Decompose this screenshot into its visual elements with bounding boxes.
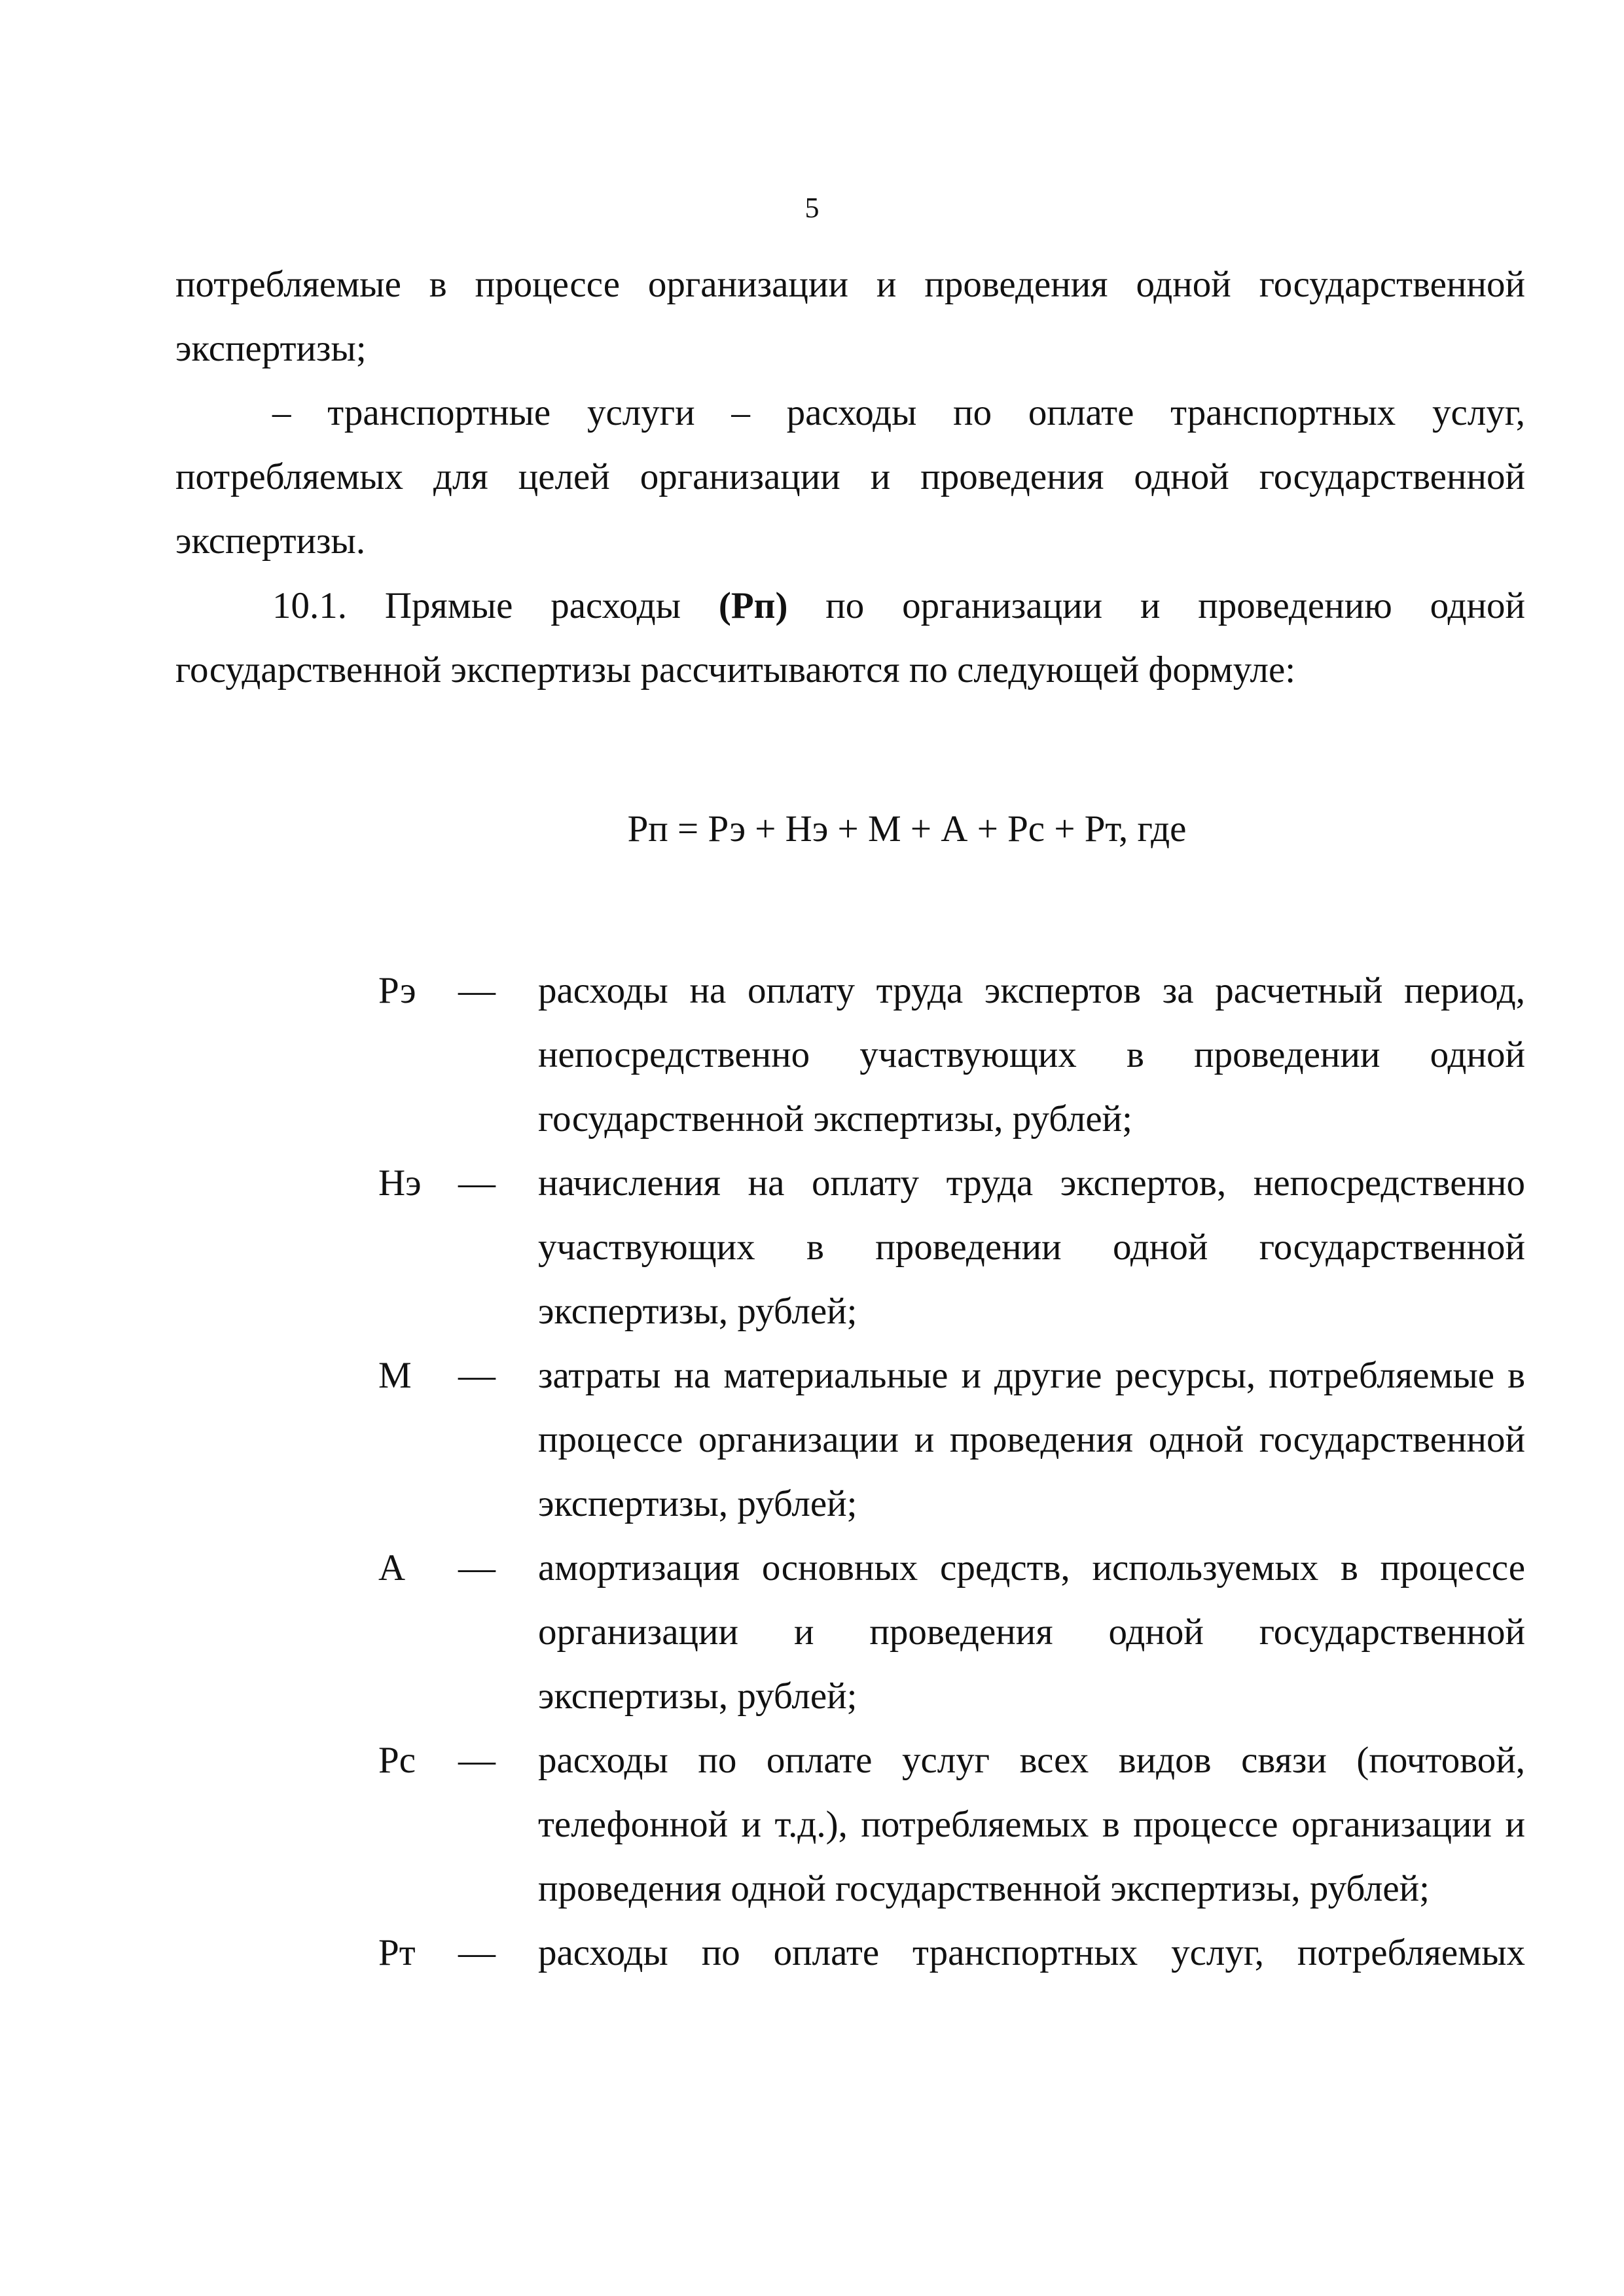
paragraph-direct-costs-prefix: 10.1. Прямые расходы — [272, 585, 719, 626]
legend-dash: — — [458, 1740, 496, 1781]
legend-dash: — — [458, 1547, 496, 1588]
direct-costs-symbol: (Рп) — [718, 585, 788, 626]
legend-description: расходы по оплате транспортных услуг, потребляемых — [538, 1932, 1525, 1973]
legend-description: амортизация основных средств, используемых в процессе организации и проведения одной государственной экспертизы, рублей; — [538, 1547, 1525, 1717]
formula: Рп = Рэ + Нэ + М + А + Рс + Рт, где — [627, 808, 1187, 850]
legend-symbol: Рс — [378, 1740, 416, 1781]
legend-symbol: Нэ — [378, 1162, 422, 1204]
legend-description: расходы на оплату труда экспертов за расчетный период, непосредственно участвующих в проведении одной государственной экспертизы, рублей; — [538, 970, 1525, 1139]
page-number: 5 — [804, 192, 820, 224]
legend-description: затраты на материальные и другие ресурсы, потребляемые в процессе организации и проведения одной государственной экспертизы, рублей; — [538, 1355, 1525, 1524]
legend-dash: — — [458, 970, 496, 1011]
legend-symbol: А — [378, 1547, 406, 1588]
paragraph-direct-costs — [175, 574, 1525, 702]
legend-symbol: Рэ — [378, 970, 416, 1011]
legend-dash: — — [458, 1162, 496, 1204]
legend-description: начисления на оплату труда экспертов, непосредственно участвующих в проведении одной государственной экспертизы, рублей; — [538, 1162, 1525, 1332]
legend-dash: — — [458, 1932, 496, 1973]
paragraph-transport-services: – транспортные услуги – расходы по оплате транспортных услуг, потребляемых для целей организации и проведения одной государственной экспертизы. — [175, 392, 1525, 562]
paragraph-direct-costs-suffix: по организации и проведению одной государственной экспертизы рассчитываются по следующей формуле: — [175, 585, 1525, 691]
legend-symbol: М — [378, 1355, 412, 1396]
legend-dash: — — [458, 1355, 496, 1396]
paragraph-continuation: потребляемые в процессе организации и проведения одной государственной экспертизы; — [175, 264, 1525, 369]
legend-description: расходы по оплате услуг всех видов связи (почтовой, телефонной и т.д.), потребляемых в процессе организации и проведения одной государственной экспертизы, рублей; — [538, 1740, 1525, 1909]
legend-symbol: Рт — [378, 1932, 416, 1973]
